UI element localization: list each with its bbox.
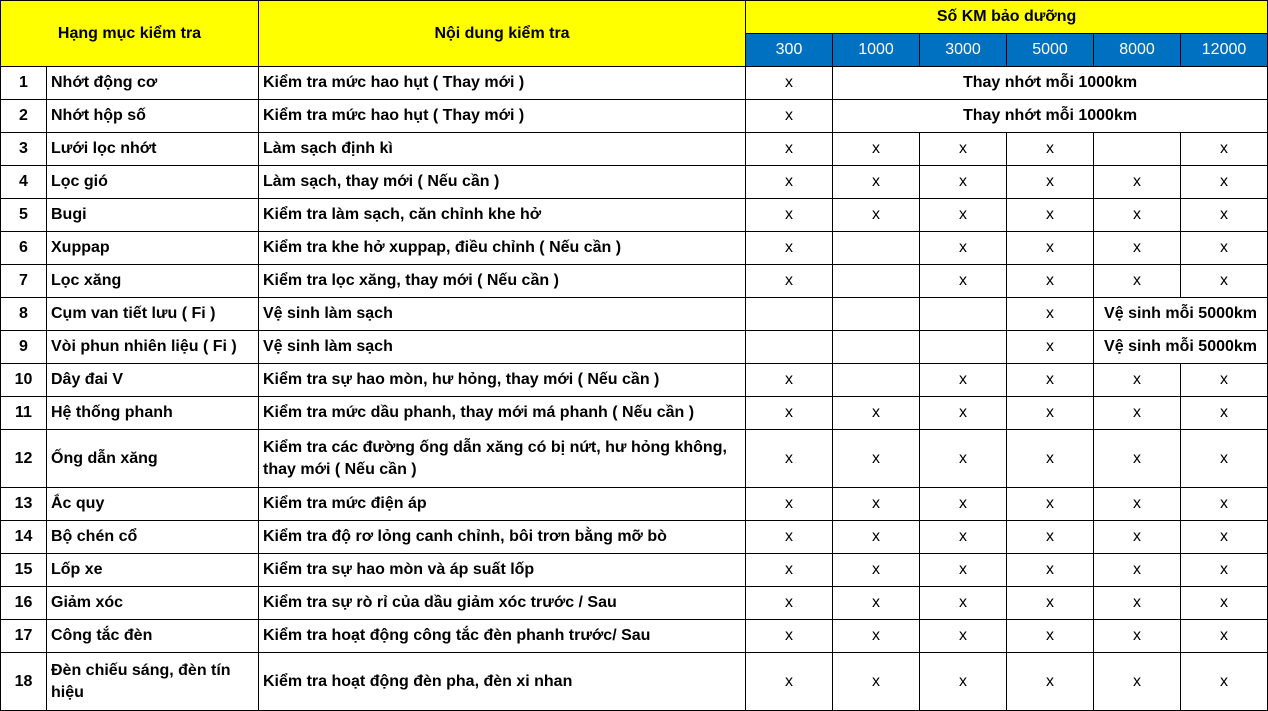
km-check-cell: x	[1007, 653, 1094, 711]
table-row	[1, 166, 1268, 199]
km-check-cell: x	[1181, 430, 1268, 488]
row-index: 3	[1, 133, 47, 166]
row-note: Thay nhớt mỗi 1000km	[833, 100, 1268, 133]
km-check-cell: x	[833, 430, 920, 488]
km-check-cell: x	[1094, 397, 1181, 430]
km-check-cell: x	[1094, 521, 1181, 554]
row-content: Kiểm tra mức hao hụt ( Thay mới )	[259, 100, 746, 133]
km-check-cell: x	[1181, 653, 1268, 711]
table-row	[1, 554, 1268, 587]
row-item: Lốp xe	[47, 554, 259, 587]
km-check-cell: x	[1007, 397, 1094, 430]
header-km-12000: 12000	[1181, 34, 1268, 67]
km-check-cell: x	[746, 620, 833, 653]
km-check-cell	[833, 364, 920, 397]
km-check-cell: x	[833, 587, 920, 620]
row-content: Kiểm tra khe hở xuppap, điều chỉnh ( Nếu cần )	[259, 232, 746, 265]
km-check-cell: x	[1181, 521, 1268, 554]
km-check-cell: x	[1007, 364, 1094, 397]
row-item: Lưới lọc nhớt	[47, 133, 259, 166]
row-index: 4	[1, 166, 47, 199]
km-check-cell: x	[1094, 364, 1181, 397]
row-item: Ắc quy	[47, 488, 259, 521]
km-check-cell: x	[1007, 199, 1094, 232]
table-row	[1, 265, 1268, 298]
km-check-cell: x	[920, 521, 1007, 554]
km-check-cell: x	[746, 653, 833, 711]
km-check-cell: x	[1007, 265, 1094, 298]
km-check-cell: x	[746, 232, 833, 265]
km-check-cell: x	[746, 265, 833, 298]
row-index: 11	[1, 397, 47, 430]
header-content: Nội dung kiểm tra	[259, 1, 746, 67]
km-check-cell: x	[1094, 199, 1181, 232]
row-content: Kiểm tra hoạt động đèn pha, đèn xi nhan	[259, 653, 746, 711]
row-index: 6	[1, 232, 47, 265]
row-item: Cụm van tiết lưu ( Fi )	[47, 298, 259, 331]
row-index: 2	[1, 100, 47, 133]
km-check-cell: x	[1007, 331, 1094, 364]
table-row	[1, 331, 1268, 364]
table-row	[1, 397, 1268, 430]
km-check-cell	[920, 331, 1007, 364]
row-index: 17	[1, 620, 47, 653]
km-check-cell: x	[920, 397, 1007, 430]
km-check-cell: x	[833, 397, 920, 430]
km-check-cell: x	[833, 488, 920, 521]
header-km-group: Số KM bảo dưỡng	[746, 1, 1268, 34]
km-check-cell: x	[1181, 199, 1268, 232]
table-row	[1, 488, 1268, 521]
row-index: 8	[1, 298, 47, 331]
km-check-cell: x	[1094, 488, 1181, 521]
row-content: Kiểm tra làm sạch, căn chỉnh khe hở	[259, 199, 746, 232]
km-check-cell	[920, 298, 1007, 331]
km-check-cell: x	[920, 488, 1007, 521]
row-item: Nhớt hộp số	[47, 100, 259, 133]
row-index: 14	[1, 521, 47, 554]
km-check-cell: x	[1181, 620, 1268, 653]
row-content: Kiểm tra các đường ống dẫn xăng có bị nứt, hư hỏng không, thay mới ( Nếu cần )	[259, 430, 746, 488]
row-content: Vệ sinh làm sạch	[259, 298, 746, 331]
header-km-3000: 3000	[920, 34, 1007, 67]
km-check-cell: x	[920, 620, 1007, 653]
km-check-cell: x	[746, 199, 833, 232]
km-check-cell: x	[920, 199, 1007, 232]
table-row	[1, 67, 1268, 100]
table-row	[1, 430, 1268, 488]
table-body	[1, 67, 1268, 711]
row-content: Kiểm tra sự hao mòn và áp suất lốp	[259, 554, 746, 587]
row-content: Làm sạch, thay mới ( Nếu cần )	[259, 166, 746, 199]
row-content: Kiểm tra hoạt động công tắc đèn phanh trước/ Sau	[259, 620, 746, 653]
km-check-cell: x	[1094, 430, 1181, 488]
km-check-cell: x	[1094, 620, 1181, 653]
header-category: Hạng mục kiểm tra	[1, 1, 259, 67]
row-index: 12	[1, 430, 47, 488]
km-check-cell: x	[920, 554, 1007, 587]
row-item: Lọc gió	[47, 166, 259, 199]
row-content: Kiểm tra mức hao hụt ( Thay mới )	[259, 67, 746, 100]
km-check-cell: x	[1007, 587, 1094, 620]
km-check-cell: x	[746, 587, 833, 620]
header-km-1000: 1000	[833, 34, 920, 67]
row-item: Bộ chén cổ	[47, 521, 259, 554]
km-check-cell: x	[920, 232, 1007, 265]
row-index: 16	[1, 587, 47, 620]
km-check-cell	[833, 232, 920, 265]
km-check-cell: x	[833, 199, 920, 232]
km-check-cell: x	[1007, 232, 1094, 265]
km-check-cell: x	[1007, 133, 1094, 166]
km-check-cell: x	[920, 265, 1007, 298]
km-check-cell: x	[746, 364, 833, 397]
row-content: Kiểm tra sự rò rỉ của dầu giảm xóc trước / Sau	[259, 587, 746, 620]
km-check-cell: x	[1094, 587, 1181, 620]
row-content: Kiểm tra mức dầu phanh, thay mới má phanh ( Nếu cần )	[259, 397, 746, 430]
row-note: Thay nhớt mỗi 1000km	[833, 67, 1268, 100]
km-check-cell: x	[1181, 554, 1268, 587]
header-km-300: 300	[746, 34, 833, 67]
km-check-cell	[833, 298, 920, 331]
row-index: 9	[1, 331, 47, 364]
km-check-cell	[746, 331, 833, 364]
km-check-cell: x	[1181, 133, 1268, 166]
header-km-8000: 8000	[1094, 34, 1181, 67]
km-check-cell: x	[1094, 232, 1181, 265]
km-check-cell: x	[1007, 554, 1094, 587]
km-check-cell: x	[1007, 521, 1094, 554]
row-index: 18	[1, 653, 47, 711]
km-check-cell: x	[1094, 166, 1181, 199]
row-index: 10	[1, 364, 47, 397]
table-row	[1, 364, 1268, 397]
km-check-cell: x	[1094, 265, 1181, 298]
km-check-cell: x	[746, 554, 833, 587]
row-item: Ống dẫn xăng	[47, 430, 259, 488]
km-check-cell: x	[833, 620, 920, 653]
table-row	[1, 653, 1268, 711]
row-content: Kiểm tra sự hao mòn, hư hỏng, thay mới ( Nếu cần )	[259, 364, 746, 397]
km-check-cell: x	[920, 364, 1007, 397]
km-check-cell: x	[1181, 232, 1268, 265]
row-content: Kiểm tra độ rơ lỏng canh chỉnh, bôi trơn bằng mỡ bò	[259, 521, 746, 554]
km-check-cell: x	[1181, 587, 1268, 620]
km-check-cell: x	[1181, 265, 1268, 298]
row-item: Hệ thống phanh	[47, 397, 259, 430]
row-content: Vệ sinh làm sạch	[259, 331, 746, 364]
km-check-cell: x	[1007, 298, 1094, 331]
km-check-cell: x	[746, 166, 833, 199]
row-item: Nhớt động cơ	[47, 67, 259, 100]
row-content: Kiểm tra mức điện áp	[259, 488, 746, 521]
row-item: Lọc xăng	[47, 265, 259, 298]
row-item: Giảm xóc	[47, 587, 259, 620]
km-check-cell	[746, 298, 833, 331]
km-check-cell: x	[833, 133, 920, 166]
km-check-cell: x	[1007, 166, 1094, 199]
row-content: Kiểm tra lọc xăng, thay mới ( Nếu cần )	[259, 265, 746, 298]
km-check-cell: x	[920, 653, 1007, 711]
row-item: Đèn chiếu sáng, đèn tín hiệu	[47, 653, 259, 711]
km-check-cell: x	[833, 521, 920, 554]
km-check-cell: x	[833, 166, 920, 199]
km-check-cell: x	[746, 100, 833, 133]
km-check-cell: x	[746, 397, 833, 430]
km-check-cell: x	[746, 521, 833, 554]
row-index: 13	[1, 488, 47, 521]
km-check-cell: x	[1181, 166, 1268, 199]
km-check-cell: x	[920, 587, 1007, 620]
table-row	[1, 521, 1268, 554]
km-check-cell	[833, 331, 920, 364]
row-item: Công tắc đèn	[47, 620, 259, 653]
row-content: Làm sạch định kì	[259, 133, 746, 166]
km-check-cell: x	[1007, 620, 1094, 653]
table-row	[1, 199, 1268, 232]
km-check-cell: x	[833, 653, 920, 711]
row-index: 7	[1, 265, 47, 298]
table-row	[1, 133, 1268, 166]
km-check-cell: x	[1094, 653, 1181, 711]
row-item: Xuppap	[47, 232, 259, 265]
row-note: Vệ sinh mỗi 5000km	[1094, 298, 1268, 331]
table-row	[1, 232, 1268, 265]
row-item: Dây đai V	[47, 364, 259, 397]
km-check-cell: x	[746, 67, 833, 100]
row-index: 5	[1, 199, 47, 232]
km-check-cell: x	[920, 133, 1007, 166]
km-check-cell: x	[1007, 488, 1094, 521]
km-check-cell: x	[920, 430, 1007, 488]
km-check-cell: x	[1181, 488, 1268, 521]
km-check-cell: x	[1181, 364, 1268, 397]
header-km-5000: 5000	[1007, 34, 1094, 67]
km-check-cell: x	[746, 488, 833, 521]
km-check-cell: x	[833, 554, 920, 587]
km-check-cell: x	[746, 133, 833, 166]
row-item: Vòi phun nhiên liệu ( Fi )	[47, 331, 259, 364]
km-check-cell: x	[1007, 430, 1094, 488]
km-check-cell	[1094, 133, 1181, 166]
km-check-cell: x	[1181, 397, 1268, 430]
km-check-cell: x	[746, 430, 833, 488]
row-item: Bugi	[47, 199, 259, 232]
table-row	[1, 587, 1268, 620]
row-index: 1	[1, 67, 47, 100]
table-row	[1, 620, 1268, 653]
row-note: Vệ sinh mỗi 5000km	[1094, 331, 1268, 364]
table-row	[1, 298, 1268, 331]
km-check-cell	[833, 265, 920, 298]
km-check-cell: x	[920, 166, 1007, 199]
km-check-cell: x	[1094, 554, 1181, 587]
row-index: 15	[1, 554, 47, 587]
table-row	[1, 100, 1268, 133]
